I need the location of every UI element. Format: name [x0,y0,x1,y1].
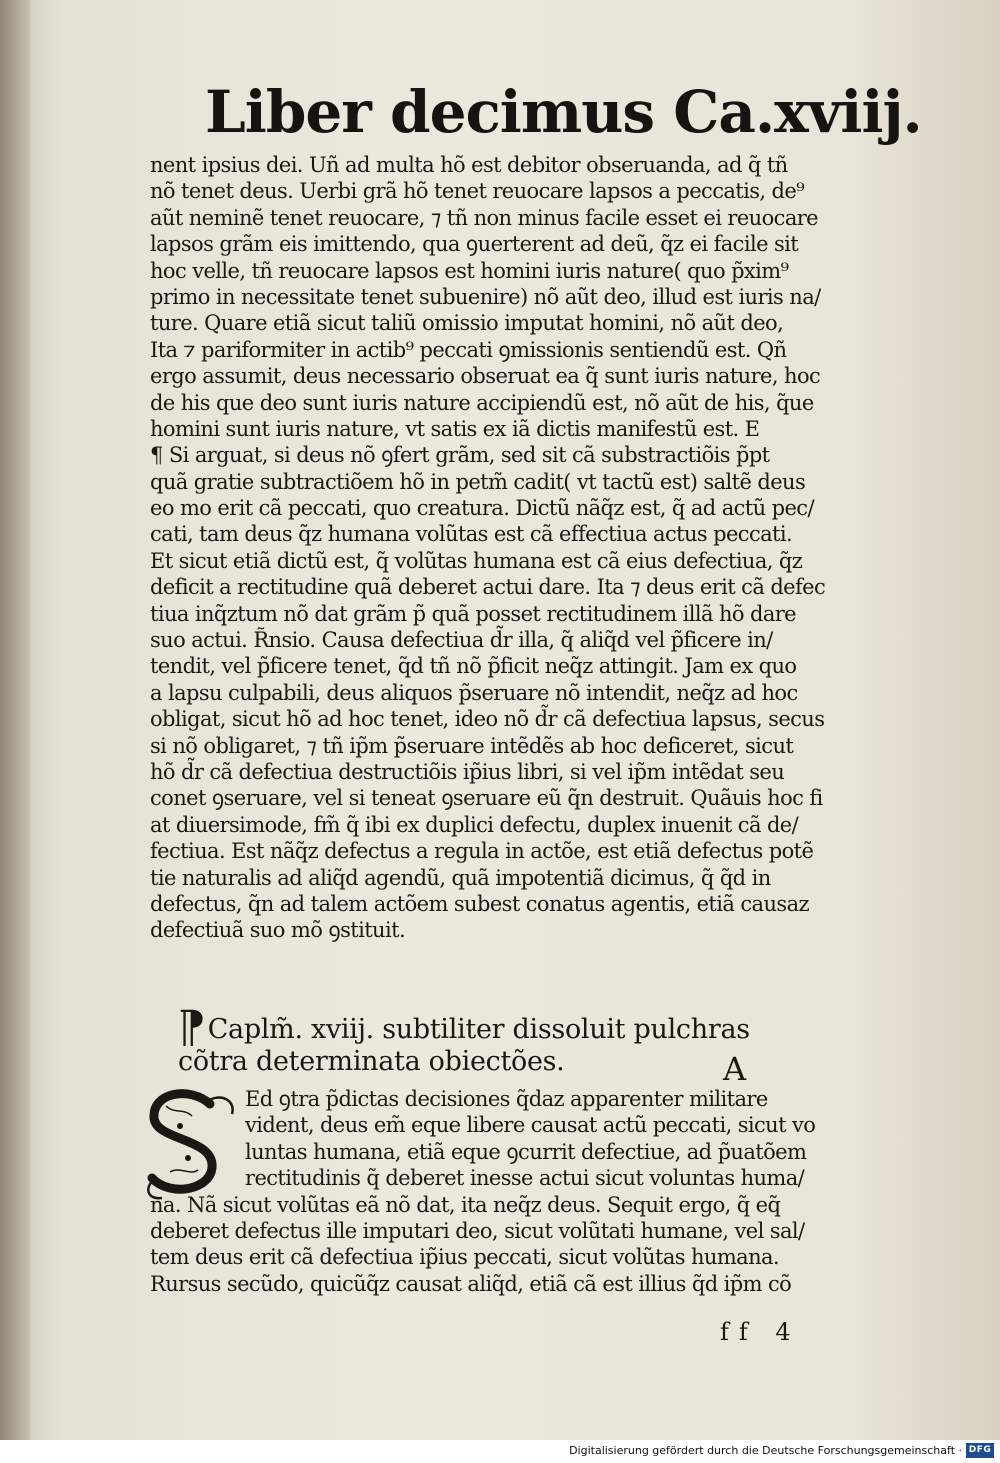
text-line: cati, tam deus q̃z humana volũtas est cã effectiua actus peccati. [150,522,793,547]
text-line: deficit a rectitudine quã deberet actui dare. Ita ⁊ deus erit cã defec [150,575,826,600]
text-line: tie naturalis ad aliq̃d agendũ, quã impotentiã dicimus, q̃ q̃d in [150,865,771,890]
chapter-heading-line-2: cõtra determinata obiectões. [178,1046,565,1077]
text-line: aũt neminẽ tenet reuocare, ⁊ tñ non minus facile esset ei reuocare [150,205,819,230]
chapter-heading-line-1 [178,1002,858,1053]
text-line: fectiua. Est nãq̃z defectus a regula in actõe, est etiã defectus potẽ [150,839,814,864]
text-line: hoc velle, tñ reuocare lapsos est homini iuris nature( quo p̃xim⁹ [150,258,789,283]
text-line: ergo assumit, deus necessario obseruat ea q̃ sunt iuris nature, hoc [150,364,821,389]
chapter-heading [178,1002,858,1082]
paragraph-2 [150,1086,855,1311]
pilcrow-icon: ⁋ [178,1002,206,1053]
text-line: de his que deo sunt iuris nature accipiendũ est, nõ aũt de his, q̃ue [150,390,814,415]
text-line: rectitudinis q̃ deberet inesse actui sicut voluntas huma/ [245,1166,805,1191]
text-line: hõ d̃r cã defectiua destructiõis ip̃ius libri, si vel ip̃m intẽdat seu [150,759,785,784]
text-line: luntas humana, etiã eque ꝯcurrit defectiue, ad p̃uatõem [245,1139,807,1164]
text-line: Rursus secũdo, quicũq̃z causat aliq̃d, etiã cã est illius q̃d ip̃m cõ [150,1271,792,1296]
page-gutter [0,0,30,1440]
text-line: tem deus erit cã defectiua ip̃ius peccati, sicut volũtas humana. [150,1245,779,1270]
dfg-logo-icon: DFG [966,1443,994,1458]
text-line: defectus, q̃n ad talem actõem subest conatus agentis, etiã causaz [150,891,809,916]
text-line: Ita ⁊ pariformiter in actib⁹ peccati ꝯmissionis sentiendũ est. Qñ [150,337,787,362]
text-line: tendit, vel p̃ficere tenet, q̃d tñ nõ p̃ficit neq̃z attingit. Jam ex quo [150,654,797,679]
text-line: nõ tenet deus. Uerbi grã hõ tenet reuocare lapsos a peccatis, de⁹ [150,179,805,204]
text-line: primo in necessitate tenet subuenire) nõ aũt deo, illud est iuris na/ [150,284,821,309]
text-line: at diuersimode, fm̃ q̃ ibi ex duplici defectu, duplex inuenit cã de/ [150,812,799,837]
text-line: suo actui. R̃nsio. Causa defectiua d̃r illa, q̃ aliq̃d vel p̃ficere in/ [150,628,773,653]
text-line: deberet defectus ille imputari deo, sicut volũtati humane, vel sal/ [150,1218,805,1243]
text-line: conet ꝯseruare, vel si teneat ꝯseruare eũ q̃n destruit. Quãuis hoc fi [150,786,823,811]
text-line: a lapsu culpabili, deus aliquos p̃seruare nõ intendit, neq̃z ad hoc [150,680,798,705]
text-line: obligat, sicut hõ ad hoc tenet, ideo nõ d̃r cã defectiua lapsus, secus [150,707,825,732]
footer-bar [0,1440,1000,1463]
text-line: Et sicut etiã dictũ est, q̃ volũtas humana est cã eius defectiua, q̃z [150,548,803,573]
text-line: na. Nã sicut volũtas eã nõ dat, ita neq̃z deus. Sequit ergo, q̃ eq̃ [150,1192,781,1217]
text-line: ¶ Si arguat, si deus nõ ꝯfert grãm, sed sit cã substractiõis p̃pt [150,443,770,468]
text-line: homini sunt iuris nature, vt satis ex iã dictis manifestũ est. E [150,416,760,441]
running-head: Liber decimus Ca.xviij. [205,78,922,146]
signature-mark: ff 4 [720,1318,801,1346]
footer-credit: Digitalisierung gefördert durch die Deutsche Forschungsgemeinschaft · [569,1444,962,1457]
text-line: ture. Quare etiã sicut taliũ omissio imputat homini, nõ aũt deo, [150,311,784,336]
chapter-heading-text-1: Caplm̃. xviij. subtiliter dissoluit pulchras [207,1014,750,1045]
text-line: lapsos grãm eis imittendo, qua ꝯuerterent ad deũ, q̃z ei facile sit [150,232,799,257]
text-line: nent ipsius dei. Uñ ad multa hõ est debitor obseruanda, ad q̃ tñ [150,153,788,177]
text-line: eo mo erit cã peccati, quo creatura. Dictũ nãq̃z est, q̃ ad actũ pec/ [150,496,814,521]
text-line: defectiuã suo mõ ꝯstituit. [150,918,406,943]
text-line: tiua inq̃ztum nõ dat grãm p̃ quã posset rectitudinem illã hõ dare [150,601,797,626]
text-line: quã gratie subtractiõem hõ in petm̃ cadit( vt tactũ est) saltẽ deus [150,469,806,494]
text-line: vident, deus em̃ eque libere causat actũ peccati, sicut vo [245,1113,816,1138]
text-line: Ed ꝯtra p̃dictas decisiones q̃daz apparenter militare [245,1087,768,1111]
paragraph-1 [150,152,855,952]
text-line: si nõ obligaret, ⁊ tñ ip̃m p̃seruare intẽdẽs ab hoc deficeret, sicut [150,733,794,758]
section-letter: A [723,1050,747,1088]
